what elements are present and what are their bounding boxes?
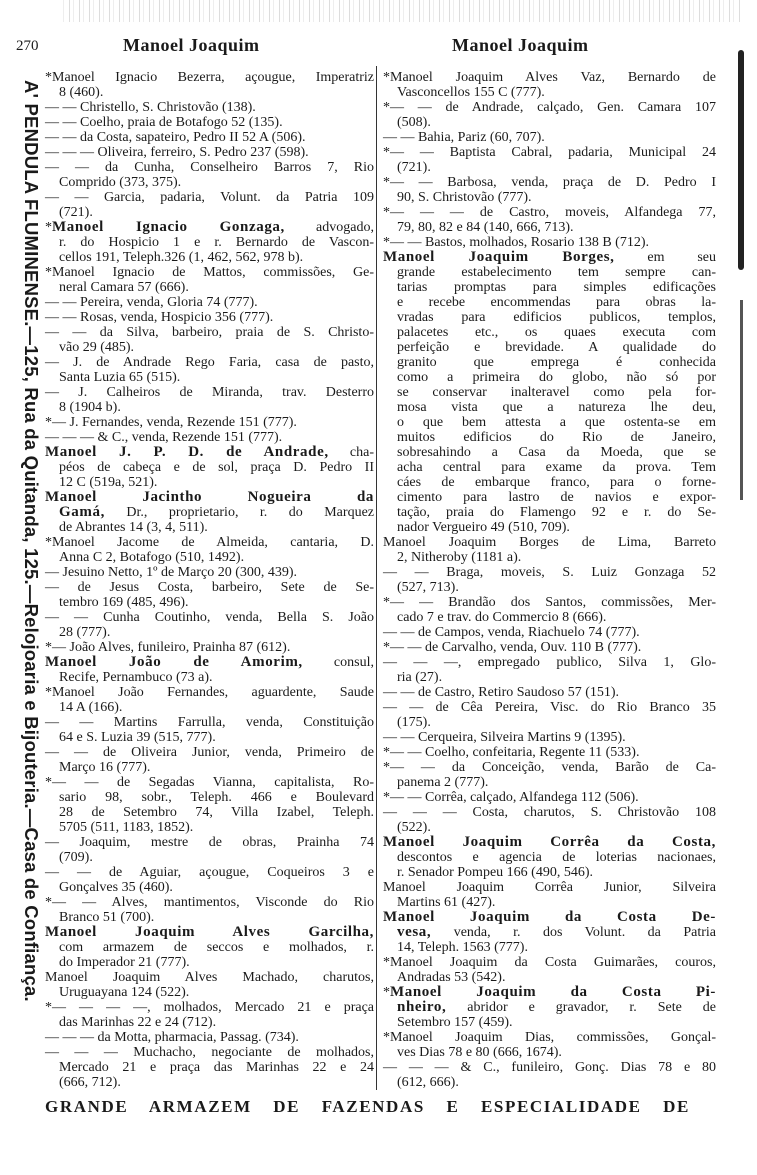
entry-continuation-line <box>383 1015 716 1030</box>
entry-name-bold: Manoel Joaquim Alves Garcilha, <box>45 924 374 940</box>
entry-text: 14, Teleph. 1563 (777). <box>397 940 528 955</box>
entry-text: — — Braga, moveis, S. Luiz Gonzaga 52 <box>383 565 716 580</box>
entry-continuation-line <box>383 325 716 340</box>
entry-text: panema 2 (777). <box>397 775 489 790</box>
entry-text: Mercado 21 e praça das Marinhas 22 e 24 <box>59 1060 374 1075</box>
entry-continuation-line <box>45 625 374 640</box>
entry-line <box>383 835 716 850</box>
entry-line <box>45 295 374 310</box>
entry-line <box>383 655 716 670</box>
entry-text: (666, 712). <box>59 1075 121 1090</box>
entry-continuation-line <box>45 1075 374 1090</box>
entry-text: — J. Calheiros de Miranda, trav. Desterro <box>45 385 374 400</box>
entry-text: (522). <box>397 820 431 835</box>
entry-continuation-line <box>45 280 374 295</box>
entry-line <box>45 355 374 370</box>
entry-continuation-line <box>45 760 374 775</box>
entry-continuation-line <box>45 475 374 490</box>
entry-text: (527, 713). <box>397 580 459 595</box>
entry-text: mosa vista que a natureza lhe deu, <box>397 400 716 415</box>
entry-continuation-line <box>383 160 716 175</box>
entry-line <box>383 700 716 715</box>
entry-text: *Manoel Jacome de Almeida, cantaria, D. <box>45 535 374 550</box>
page-edge-shadow <box>740 300 743 500</box>
entry-continuation-line <box>45 730 374 745</box>
entry-text: 2, Nitheroby (1181 a). <box>397 550 522 565</box>
entry-line <box>45 1045 374 1060</box>
entry-text: do Imperador 21 (777). <box>59 955 190 970</box>
entry-text: palacetes etc., os quaes executa com <box>397 325 716 340</box>
entry-text: (508). <box>397 115 431 130</box>
entry-line <box>383 790 716 805</box>
entry-text: tembro 169 (485, 496). <box>59 595 189 610</box>
entry-continuation-line <box>383 940 716 955</box>
entry-text: cado 7 e trav. do Commercio 8 (666). <box>397 610 607 625</box>
entry-text: advogado, <box>284 220 374 235</box>
entry-continuation-line <box>383 580 716 595</box>
entry-line <box>45 430 374 445</box>
entry-continuation-line <box>383 820 716 835</box>
entry-line <box>45 685 374 700</box>
entry-continuation-line <box>383 355 716 370</box>
entry-continuation-line <box>45 940 374 955</box>
entry-line <box>45 130 374 145</box>
entry-text: e recebe encommendas para obras la- <box>397 295 716 310</box>
entry-line <box>45 715 374 730</box>
entry-text: *Manoel Joaquim Alves Vaz, Bernardo de <box>383 70 716 85</box>
entry-line <box>383 1060 716 1075</box>
entry-continuation-line <box>383 1045 716 1060</box>
entry-text: como a primeira do globo, não só por <box>397 370 716 385</box>
entry-text: cimento para lastro de navios e expor- <box>397 490 716 505</box>
entry-line <box>383 250 716 265</box>
entry-name-bold: Manoel J. P. D. de Andrade, <box>45 444 329 460</box>
entry-name-bold: nheiro, <box>397 999 447 1015</box>
entry-text: *Manoel João Fernandes, aguardente, Saude <box>45 685 374 700</box>
entry-text: sobresahindo a Casa da Moeda, que se <box>397 445 716 460</box>
entry-text: — — de Cêa Pereira, Visc. do Rio Branco 35 <box>383 700 716 715</box>
entry-text: *Manoel Ignacio de Mattos, commissões, Ge- <box>45 265 374 280</box>
entry-line <box>45 325 374 340</box>
entry-text: — — — da Motta, pharmacia, Passag. (734). <box>45 1030 299 1045</box>
entry-continuation-line <box>383 400 716 415</box>
entry-continuation-line <box>383 370 716 385</box>
scan-noise <box>60 0 740 22</box>
entry-text: 79, 80, 82 e 84 (140, 666, 713). <box>397 220 574 235</box>
entry-continuation-line <box>45 805 374 820</box>
entry-continuation-line <box>45 250 374 265</box>
entry-line <box>383 100 716 115</box>
entry-text: *— — Corrêa, calçado, Alfandega 112 (506). <box>383 790 639 805</box>
entry-text: vão 29 (485). <box>59 340 135 355</box>
entry-continuation-line <box>45 790 374 805</box>
entry-text: Manoel Joaquim Alves Machado, charutos, <box>45 970 374 985</box>
entry-text: *— — de Andrade, calçado, Gen. Camara 107 <box>383 100 716 115</box>
entry-line <box>45 445 374 460</box>
entry-line <box>383 730 716 745</box>
entry-text: — — de Campos, venda, Riachuelo 74 (777). <box>383 625 640 640</box>
entry-text: 8 (460). <box>59 85 104 100</box>
entry-text: *— — Brandão dos Santos, commissões, Mer- <box>383 595 716 610</box>
entry-text: cáes de embarque franco, para o forne- <box>397 475 716 490</box>
entry-text: *— — Coelho, confeitaria, Regente 11 (533). <box>383 745 640 760</box>
entry-line <box>45 970 374 985</box>
entry-text: *— J. Fernandes, venda, Rezende 151 (777). <box>45 415 297 430</box>
entry-continuation-line <box>45 820 374 835</box>
entry-continuation-line <box>383 520 716 535</box>
entry-continuation-line <box>383 445 716 460</box>
entry-text: *— — Baptista Cabral, padaria, Municipal 24 <box>383 145 716 160</box>
entry-line <box>383 880 716 895</box>
entry-continuation-line <box>383 475 716 490</box>
entry-text: perfeição e brevidade. A qualidade do <box>397 340 716 355</box>
entry-text: Recife, Pernambuco (73 a). <box>59 670 213 685</box>
entry-continuation-line <box>45 370 374 385</box>
entry-line <box>45 265 374 280</box>
entry-text: — — —, empregado publico, Silva 1, Glo- <box>383 655 716 670</box>
entry-line <box>45 190 374 205</box>
entry-text: 5705 (511, 1183, 1852). <box>59 820 194 835</box>
entry-continuation-line <box>383 1075 716 1090</box>
entry-text: — — — & C., funileiro, Gonç. Dias 78 e 80 <box>383 1060 716 1075</box>
entry-line <box>45 745 374 760</box>
entry-line <box>45 835 374 850</box>
entry-text: cha- <box>328 445 375 460</box>
entry-text: — — Coelho, praia de Botafogo 52 (135). <box>45 115 283 130</box>
entry-text: — de Jesus Costa, barbeiro, Sete de Se- <box>45 580 374 595</box>
entry-line <box>45 415 374 430</box>
entry-text: *— — Barbosa, venda, praça de D. Pedro I <box>383 175 716 190</box>
entry-continuation-line <box>45 985 374 1000</box>
entry-continuation-line <box>45 670 374 685</box>
entry-line <box>45 925 374 940</box>
entry-continuation-line <box>383 295 716 310</box>
entry-text: — — Pereira, venda, Gloria 74 (777). <box>45 295 258 310</box>
entry-line <box>45 145 374 160</box>
entry-text: — J. de Andrade Rego Faria, casa de pasto, <box>45 355 374 370</box>
entry-text: se conservar inalteravel como pela for- <box>397 385 716 400</box>
entry-continuation-line <box>383 220 716 235</box>
entry-line <box>383 1030 716 1045</box>
entry-text: Andradas 53 (542). <box>397 970 506 985</box>
entry-text: Manoel Joaquim Borges de Lima, Barreto <box>383 535 716 550</box>
entry-continuation-line <box>383 1000 716 1015</box>
entry-text: — — de Castro, Retiro Saudoso 57 (151). <box>383 685 620 700</box>
entry-marker: * <box>383 985 390 1000</box>
entry-continuation-line <box>45 235 374 250</box>
entry-text: *— — — —, molhados, Mercado 21 e praça <box>45 1000 374 1015</box>
entry-text: 12 C (519a, 521). <box>59 475 158 490</box>
entry-continuation-line <box>383 670 716 685</box>
entry-line <box>383 985 716 1000</box>
entry-line <box>45 865 374 880</box>
entry-continuation-line <box>383 460 716 475</box>
entry-text: — — da Cunha, Conselheiro Barros 7, Rio <box>45 160 374 175</box>
entry-name-bold: Manoel Jacintho Nogueira da <box>45 489 374 505</box>
entry-continuation-line <box>45 460 374 475</box>
entry-continuation-line <box>383 850 716 865</box>
entry-text: — — Martins Farrulla, venda, Constituição <box>45 715 374 730</box>
entry-continuation-line <box>45 1060 374 1075</box>
entry-continuation-line <box>383 775 716 790</box>
entry-line <box>45 115 374 130</box>
entry-continuation-line <box>383 190 716 205</box>
entry-text: 14 A (166). <box>59 700 123 715</box>
entry-continuation-line <box>45 85 374 100</box>
entry-text: — — da Costa, sapateiro, Pedro II 52 A (506). <box>45 130 306 145</box>
entry-continuation-line <box>383 340 716 355</box>
entry-name-bold: Manoel Joaquim da Costa De- <box>383 909 716 925</box>
entry-continuation-line <box>383 280 716 295</box>
entry-text: nador Vergueiro 49 (510, 709). <box>397 520 570 535</box>
entry-line <box>45 160 374 175</box>
entry-line <box>383 235 716 250</box>
left-column <box>45 70 374 1090</box>
entry-name-bold: Gamá, <box>59 504 105 520</box>
entry-text: muitos edificios do Rio de Janeiro, <box>397 430 716 445</box>
entry-text: — — Cunha Coutinho, venda, Bella S. João <box>45 610 374 625</box>
entry-text: neral Camara 57 (666). <box>59 280 189 295</box>
entry-continuation-line <box>45 505 374 520</box>
page-edge-shadow <box>738 50 744 270</box>
entry-text: péos de cabeça e de sol, praça D. Pedro II <box>59 460 374 475</box>
entry-text: o que bem attesta a que ostenta-se em <box>397 415 716 430</box>
entry-line <box>383 760 716 775</box>
entry-text: *— — de Carvalho, venda, Ouv. 110 B (777). <box>383 640 642 655</box>
entry-line <box>45 70 374 85</box>
entry-text: Dr., proprietario, r. do Marquez <box>104 505 374 520</box>
entry-text: acha central para exame da prova. Tem <box>397 460 716 475</box>
entry-text: — — — Oliveira, ferreiro, S. Pedro 237 (598). <box>45 145 309 160</box>
entry-continuation-line <box>383 550 716 565</box>
entry-text: ria (27). <box>397 670 443 685</box>
entry-name-bold: Manoel Joaquim Borges, <box>383 249 615 265</box>
entry-continuation-line <box>383 415 716 430</box>
entry-text: Uruguayana 124 (522). <box>59 985 190 1000</box>
entry-text: *— — da Conceição, venda, Barão de Ca- <box>383 760 716 775</box>
entry-text: Comprido (373, 375). <box>59 175 182 190</box>
entry-line <box>45 565 374 580</box>
entry-continuation-line <box>45 955 374 970</box>
entry-continuation-line <box>383 430 716 445</box>
entry-continuation-line <box>383 310 716 325</box>
entry-text: r. Senador Pompeu 166 (490, 546). <box>397 865 593 880</box>
entry-text: — — — Muchacho, negociante de molhados, <box>45 1045 374 1060</box>
entry-continuation-line <box>45 1015 374 1030</box>
entry-continuation-line <box>45 520 374 535</box>
entry-continuation-line <box>45 550 374 565</box>
entry-text: Setembro 157 (459). <box>397 1015 513 1030</box>
entry-line <box>45 640 374 655</box>
entry-text: 8 (1904 b). <box>59 400 121 415</box>
right-column <box>383 70 716 1090</box>
entry-text: — — da Silva, barbeiro, praia de S. Christo- <box>45 325 374 340</box>
entry-text: *Manoel Ignacio Bezerra, açougue, Imperatriz <box>45 70 374 85</box>
entry-text: tarias promptas para simples edificações <box>397 280 716 295</box>
entry-text: cellos 191, Teleph.326 (1, 462, 562, 978 b). <box>59 250 304 265</box>
entry-line <box>45 220 374 235</box>
entry-line <box>383 955 716 970</box>
entry-text: (721). <box>59 205 93 220</box>
entry-text: (721). <box>397 160 431 175</box>
entry-text: — — — Costa, charutos, S. Christovão 108 <box>383 805 716 820</box>
entry-line <box>45 535 374 550</box>
entry-line <box>45 310 374 325</box>
margin-advertisement: A' PENDULA FLUMINENSE.—125, Rua da Quitanda, 125.—Relojoaria e Bijouteria.—Casa de Confiança. <box>21 80 42 1002</box>
entry-text: r. do Hospicio 1 e r. Bernardo de Vascon- <box>59 235 374 250</box>
entry-line <box>383 145 716 160</box>
entry-continuation-line <box>383 715 716 730</box>
entry-continuation-line <box>383 490 716 505</box>
entry-text: (612, 666). <box>397 1075 459 1090</box>
entry-line <box>383 685 716 700</box>
entry-continuation-line <box>383 865 716 880</box>
entry-text: Santa Luzia 65 (515). <box>59 370 181 385</box>
entry-continuation-line <box>383 610 716 625</box>
entry-name-bold: Manoel Ignacio Gonzaga, <box>52 219 285 235</box>
entry-text: — — Christello, S. Christovão (138). <box>45 100 256 115</box>
entry-line <box>383 535 716 550</box>
entry-line <box>45 490 374 505</box>
entry-text: em seu <box>614 250 717 265</box>
running-head-left: Manoel Joaquim <box>123 35 260 55</box>
entry-continuation-line <box>45 595 374 610</box>
entry-line <box>45 655 374 670</box>
entry-text: Manoel Joaquim Corrêa Junior, Silveira <box>383 880 716 895</box>
entry-line <box>45 775 374 790</box>
entry-continuation-line <box>383 895 716 910</box>
entry-continuation-line <box>45 340 374 355</box>
entry-continuation-line <box>383 115 716 130</box>
entry-text: venda, r. dos Volunt. da Patria <box>431 925 716 940</box>
entry-text: *Manoel Joaquim da Costa Guimarães, couros, <box>383 955 716 970</box>
entry-text: *Manoel Joaquim Dias, commissões, Gonçal- <box>383 1030 716 1045</box>
entry-text: Março 16 (777). <box>59 760 151 775</box>
entry-text: sario 98, sobr., Teleph. 466 e Boulevard <box>59 790 374 805</box>
entry-line <box>383 625 716 640</box>
entry-line <box>383 565 716 580</box>
footer-advertisement: GRANDE ARMAZEM DE FAZENDAS E ESPECIALIDADE DE <box>45 1097 690 1116</box>
entry-text: com armazem de seccos e molhados, r. <box>59 940 374 955</box>
entry-continuation-line <box>383 970 716 985</box>
entry-text: Anna C 2, Botafogo (510, 1492). <box>59 550 245 565</box>
entry-text: *— — Alves, mantimentos, Visconde do Rio <box>45 895 374 910</box>
entry-text: (175). <box>397 715 431 730</box>
entry-text: Branco 51 (700). <box>59 910 155 925</box>
column-divider <box>376 66 377 1090</box>
entry-line <box>383 130 716 145</box>
entry-line <box>383 745 716 760</box>
entry-marker: * <box>45 220 52 235</box>
entry-line <box>383 640 716 655</box>
entry-name-bold: Manoel Joaquim Corrêa da Costa, <box>383 834 716 850</box>
entry-continuation-line <box>45 700 374 715</box>
entry-text: tação, praia do Flamengo 92 e r. do Se- <box>397 505 716 520</box>
entry-text: consul, <box>302 655 374 670</box>
entry-continuation-line <box>383 925 716 940</box>
entry-continuation-line <box>383 505 716 520</box>
entry-text: *— — Bastos, molhados, Rosario 138 B (712). <box>383 235 649 250</box>
entry-text: 64 e S. Luzia 39 (515, 777). <box>59 730 216 745</box>
entry-name-bold: vesa, <box>397 924 432 940</box>
entry-continuation-line <box>45 175 374 190</box>
entry-line <box>383 175 716 190</box>
entry-continuation-line <box>45 400 374 415</box>
entry-continuation-line <box>383 265 716 280</box>
entry-line <box>45 610 374 625</box>
entry-text: — — de Aguiar, açougue, Coqueiros 3 e <box>45 865 374 880</box>
entry-text: ves Dias 78 e 80 (666, 1674). <box>397 1045 562 1060</box>
entry-text: vradas para edificios publicos, templos, <box>397 310 716 325</box>
entry-text: grande estabelecimento tem sempre can- <box>397 265 716 280</box>
entry-text: — — de Oliveira Junior, venda, Primeiro de <box>45 745 374 760</box>
entry-text: — Jesuino Netto, 1º de Março 20 (300, 439). <box>45 565 298 580</box>
entry-text: de Abrantes 14 (3, 4, 511). <box>59 520 208 535</box>
entry-text: *— João Alves, funileiro, Prainha 87 (612). <box>45 640 291 655</box>
entry-line <box>45 895 374 910</box>
entry-text: (709). <box>59 850 93 865</box>
entry-line <box>383 70 716 85</box>
entry-line <box>383 910 716 925</box>
entry-line <box>383 805 716 820</box>
entry-text: — — Bahia, Pariz (60, 707). <box>383 130 545 145</box>
entry-text: — — Garcia, padaria, Volunt. da Patria 109 <box>45 190 374 205</box>
entry-name-bold: Manoel Joaquim da Costa Pi- <box>390 984 716 1000</box>
entry-text: *— — de Segadas Vianna, capitalista, Ro- <box>45 775 374 790</box>
page-number: 270 <box>16 38 39 54</box>
entry-continuation-line <box>383 385 716 400</box>
entry-line <box>45 1000 374 1015</box>
entry-name-bold: Manoel João de Amorim, <box>45 654 303 670</box>
entry-continuation-line <box>45 910 374 925</box>
entry-continuation-line <box>45 880 374 895</box>
entry-continuation-line <box>383 85 716 100</box>
entry-text: Vasconcellos 155 C (777). <box>397 85 545 100</box>
entry-line <box>45 1030 374 1045</box>
entry-text: descontos e agencia de loterias nacionaes, <box>397 850 716 865</box>
entry-text: 28 (777). <box>59 625 111 640</box>
entry-line <box>45 100 374 115</box>
entry-text: 28 de Setembro 74, Villa Izabel, Teleph. <box>59 805 374 820</box>
entry-line <box>45 580 374 595</box>
entry-line <box>383 595 716 610</box>
entry-text: Martins 61 (427). <box>397 895 496 910</box>
entry-text: das Marinhas 22 e 24 (712). <box>59 1015 217 1030</box>
entry-text: granito que emprega é conhecida <box>397 355 716 370</box>
running-head-right: Manoel Joaquim <box>452 35 589 55</box>
entry-text: — Joaquim, mestre de obras, Prainha 74 <box>45 835 374 850</box>
entry-line <box>45 385 374 400</box>
entry-text: — — Cerqueira, Silveira Martins 9 (1395). <box>383 730 626 745</box>
entry-continuation-line <box>45 205 374 220</box>
entry-text: *— — — de Castro, moveis, Alfandega 77, <box>383 205 716 220</box>
entry-text: Gonçalves 35 (460). <box>59 880 173 895</box>
entry-continuation-line <box>45 850 374 865</box>
entry-text: — — Rosas, venda, Hospicio 356 (777). <box>45 310 274 325</box>
entry-text: abridor e gravador, r. Sete de <box>446 1000 716 1015</box>
entry-line <box>383 205 716 220</box>
entry-text: — — — & C., venda, Rezende 151 (777). <box>45 430 283 445</box>
entry-text: 90, S. Christovão (777). <box>397 190 532 205</box>
